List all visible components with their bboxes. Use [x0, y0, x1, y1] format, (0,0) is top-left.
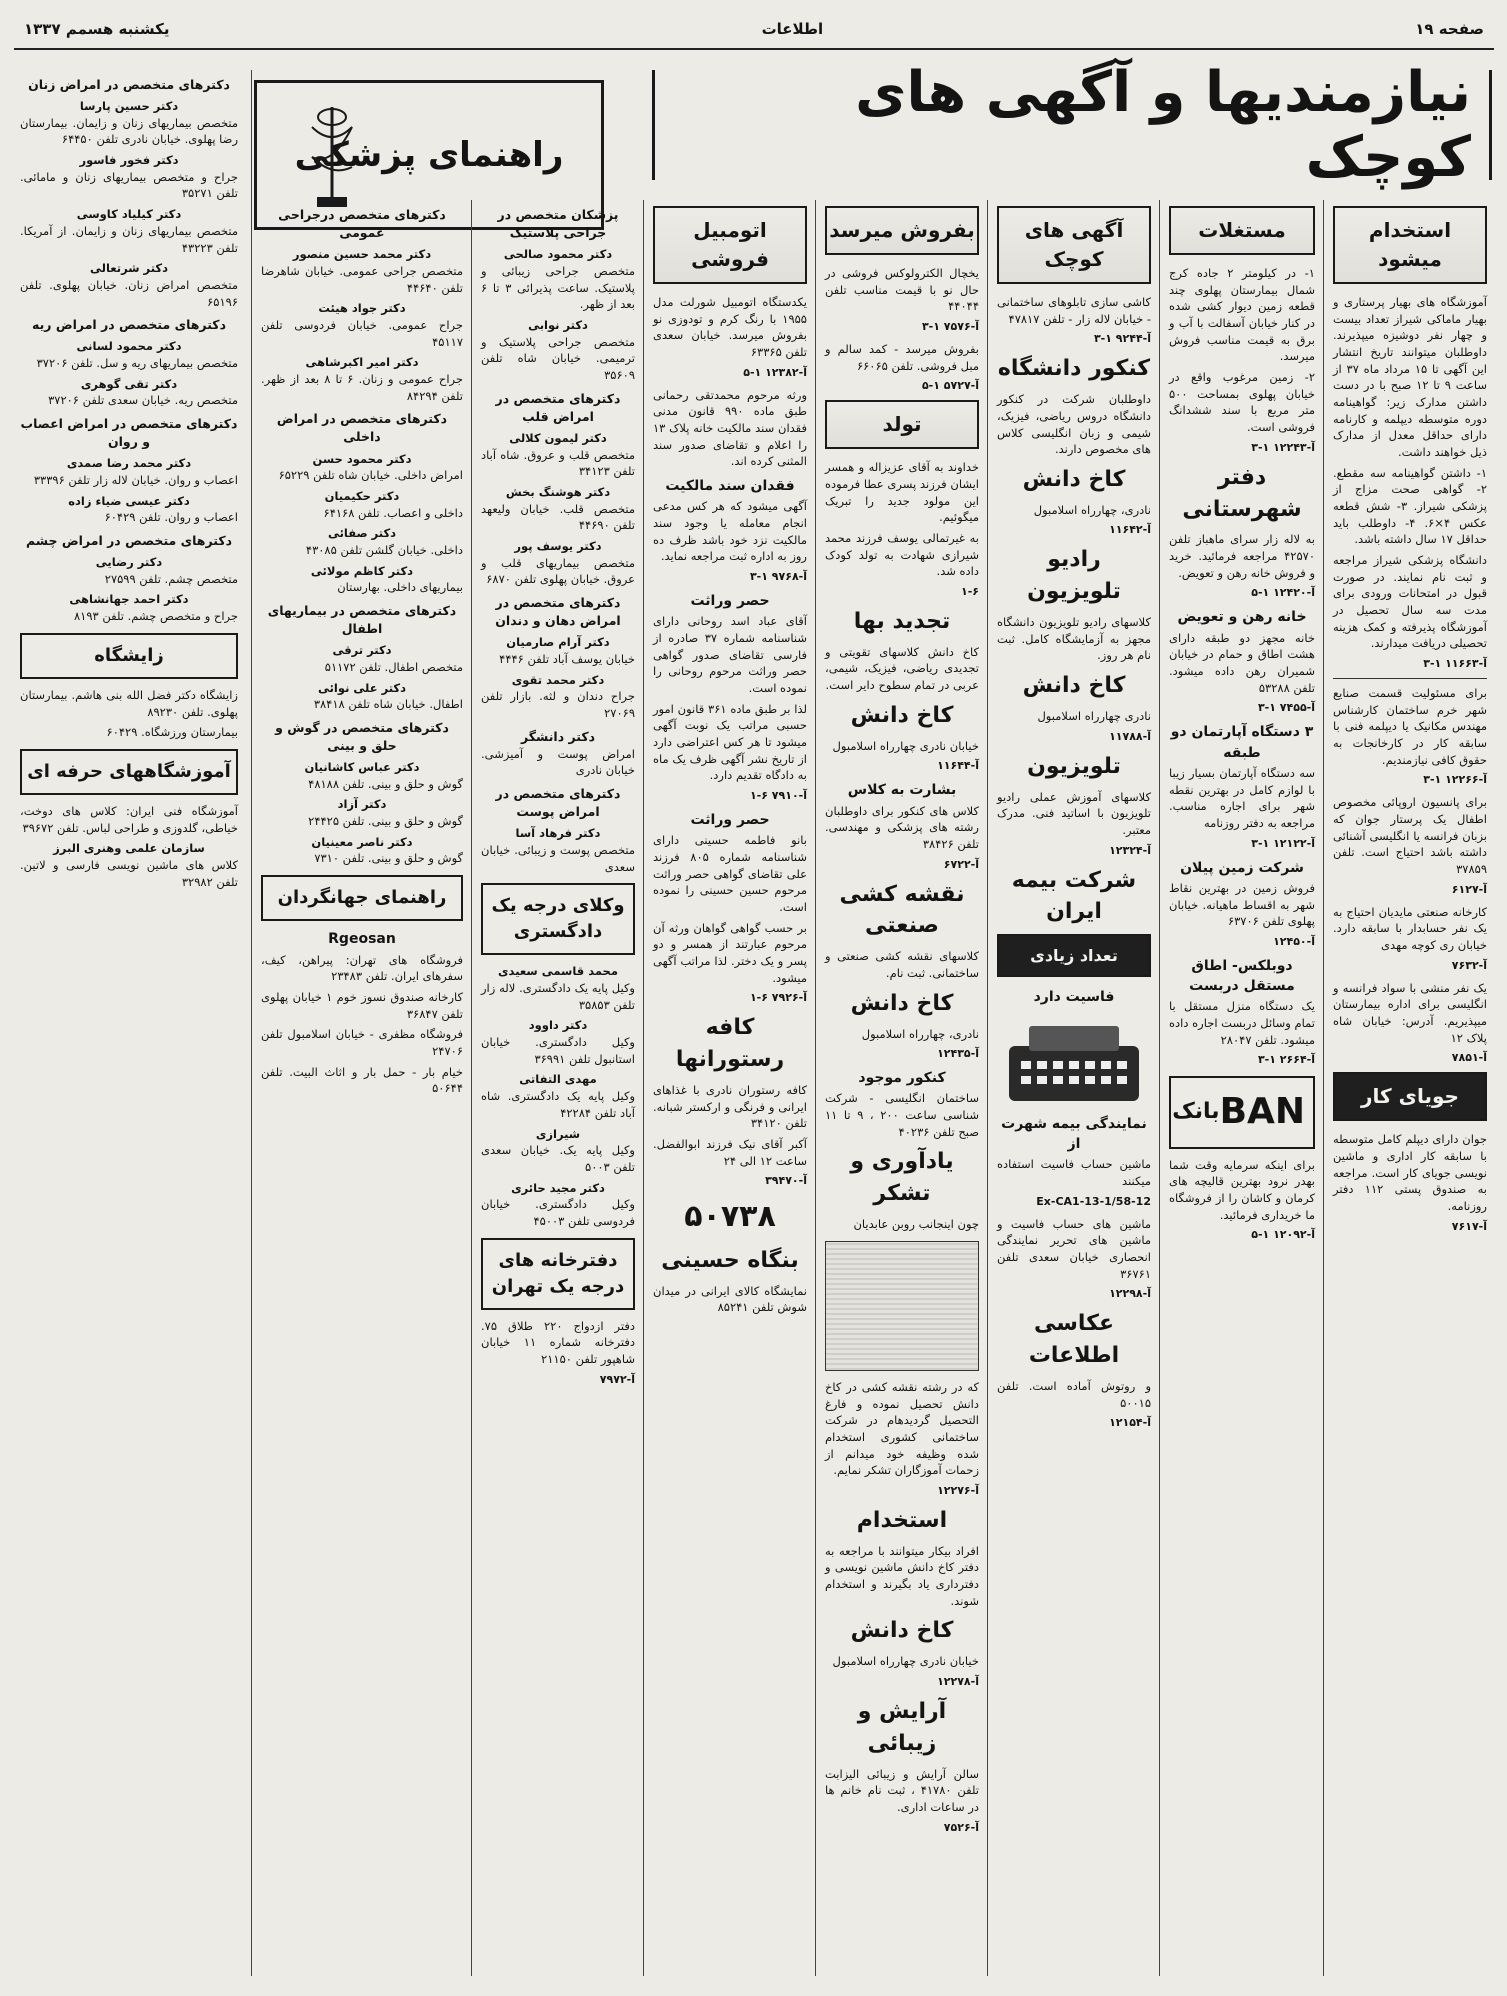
column-divider — [1159, 200, 1160, 1976]
ad-ref: ۳-۱ آ-۱۲۲۶۶ — [1423, 773, 1487, 787]
ad-text: سه دستگاه آپارتمان بسیار زیبا با لوازم کامل در بهترین نقطه شهر برای اجاره مناسب. مراجعه به دفتر روزنامه — [1169, 765, 1315, 830]
ad-text: داخلی و اعصاب. تلفن ۶۴۱۶۸ — [323, 505, 463, 520]
doctor-name: دکتر محمود لسانی — [76, 339, 182, 354]
ad-text: متخصص قلب. خیابان ولیعهد تلفن ۴۴۶۹۰ — [481, 501, 635, 533]
ad-text: جراح و متخصص چشم. تلفن ۸۱۹۳ — [74, 609, 238, 624]
ad-ref: آ-۱۲۲۷۸ — [937, 1675, 979, 1689]
school-name: سازمان علمی وهنری البرز — [53, 841, 205, 856]
ad-title: شرکت بیمه ایران — [1011, 867, 1137, 925]
ad-ref: آ-۱۲۴۵۰ — [1273, 934, 1315, 948]
lawyer-name: شیرازی — [535, 1126, 581, 1141]
divider — [1333, 678, 1487, 679]
ad-text: خیابان نادری چهارراه اسلامبول — [832, 738, 979, 753]
ad-text: کلاسهای آموزش عملی رادیو تلویزیون با اساتید فنی. مدرک معتبر. — [997, 789, 1151, 837]
ad-text: متخصص امراض زنان. خیابان پهلوی. تلفن ۶۵۱۹۶ — [20, 277, 238, 309]
ad-title: کاخ دانش — [1022, 673, 1126, 699]
bank-ad — [1169, 1076, 1315, 1148]
ad-ref: آ-۱۲۴۳۵ — [937, 1047, 979, 1061]
doctor-name: دکتر محمود حسن — [312, 451, 412, 466]
doctor-category: دکترهای متخصص در امراض ریه — [32, 317, 226, 333]
doctor-name: دکتر امیر اکبرشاهی — [305, 355, 419, 370]
ad-text: وکیل دادگستری. خیابان فردوسی تلفن ۴۵۰۰۳ — [481, 1197, 635, 1228]
ad-title: بنگاه حسینی — [661, 1247, 799, 1273]
ad-ref: آ-۷۹۷۲ — [599, 1372, 635, 1386]
doctor-name: دکتر شرتعالی — [90, 261, 168, 276]
ad-text: به غیرتمالی یوسف فرزند محمد شیرازی شهادت به تولد کودک داده شد. — [825, 530, 979, 579]
ad-title: کاخ دانش — [850, 1618, 954, 1644]
doctor-name: دکتر رضایی — [95, 555, 163, 570]
ad-heading: فاسیت دارد — [1033, 989, 1115, 1006]
ad-text: ماشین های حساب فاسیت و ماشین های تحریر نمایندگی انحصاری خیابان سعدی تلفن ۳۶۷۶۱ — [997, 1216, 1151, 1281]
bank-logo-text: بانک — [1172, 1099, 1220, 1125]
ad-text: گوش و حلق و بینی. تلفن ۷۳۱۰ — [314, 851, 463, 866]
ad-ref: آ-۱۲۳۲۴ — [1109, 843, 1151, 857]
ad-text: آگهی میشود که هر کس مدعی انجام معامله یا وجود سند مالکیت نزد خود باشد ظرف ده روز به اداره ثبت مراجعه نماید. — [653, 499, 807, 564]
doctor-name: دکتر محمد تقوی — [511, 672, 605, 687]
section-header-small-ads: آگهی های کوچک — [997, 206, 1151, 284]
caduceus-icon — [297, 97, 367, 217]
doctor-category: دکتر دانشگر — [520, 728, 596, 744]
ad-text: متخصص بیماریهای قلب و عروق. خیابان پهلوی تلفن ۶۸۷۰ — [481, 555, 635, 587]
ad-text: ۲- زمین مرغوب واقع در خیابان پهلوی بمساحت ۵۰۰ متر مربع با سند ششدانگ فروشی است. — [1169, 370, 1315, 435]
ad-ref: ۵-۱ آ-۱۲۳۸۲ — [743, 365, 807, 379]
doctor-name: دکتر احمد جهانشاهی — [69, 592, 189, 607]
column-cars-legal — [646, 200, 814, 1980]
ad-text: آکبر آقای نیک فرزند ابوالفضل. ساعت ۱۲ الی ۲۴ — [653, 1136, 807, 1168]
ad-text: امراض پوست و آمیزشی. خیابان نادری — [481, 746, 635, 778]
ad-heading: بشارت به کلاس — [847, 782, 957, 799]
ad-heading: ۳ دستگاه آپارتمان دو طبقه — [1170, 724, 1314, 761]
ad-text: خانه مجهز دو طبقه دارای هشت اطاق و حمام در خیابان شمیران رهن داده میشود. تلفن ۵۳۲۸۸ — [1169, 630, 1315, 695]
ad-title: دفتر شهرستانی — [1182, 464, 1302, 522]
ad-text: وکیل دادگستری. خیابان استانبول تلفن ۳۶۹۹۱ — [481, 1035, 635, 1066]
ad-text: کارخانه صنعتی مایدیان احتیاج به یک نفر حسابدار با سابقه دارد. خیابان ری کوچه مهدی — [1333, 904, 1487, 952]
running-header — [14, 10, 1494, 50]
doctor-name: دکتر تقی گوهری — [80, 376, 178, 391]
ad-text: اطفال. خیابان شاه تلفن ۳۸۴۱۸ — [313, 697, 463, 712]
ad-ref: ۳-۱ آ-۷۵۷۶ — [921, 320, 979, 334]
ad-ref: آ-۱۲۱۵۴ — [1109, 1416, 1151, 1430]
newspaper-page — [14, 10, 1494, 1986]
ad-text: ۱- در کیلومتر ۲ جاده کرج شمال بیمارستان پهلوی چند قطعه زمین دیوار کشی شده در کنار خیابان آسفالت با آب و برق به قیمت مناسب فروش میرسد. — [1169, 266, 1315, 364]
section-header-births: تولد — [825, 400, 979, 449]
doctor-name: دکتر آرام صارمیان — [506, 635, 610, 650]
ad-text: چون اینجانب روبن عابدیان — [853, 1217, 979, 1232]
column-specialists — [14, 70, 244, 1980]
doctor-name: دکتر عیسی ضیاء زاده — [68, 493, 190, 508]
section-header-real-estate: مستغلات — [1169, 206, 1315, 255]
ad-text: آقای عباد اسد روحانی دارای شناسنامه شماره ۳۷ صادره از فارسی تقاضای صدور گواهی حصر وراثت مرحوم روحانی را نموده است. — [653, 614, 807, 695]
ad-ref: ۱-۶ — [961, 584, 979, 598]
ad-text: خیابان یوسف آباد تلفن ۴۴۴۶ — [499, 651, 635, 666]
doctor-category: دکترهای متخصص در گوش و حلق و بینی — [275, 719, 449, 753]
ad-text: داوطلبان شرکت در کنکور دانشگاه دروس ریاضی، فیزیک، شیمی و زبان انگلیسی کلاس های مخصوص دارند. — [997, 392, 1151, 457]
ad-text: فروشگاه مظفری - خیابان اسلامبول تلفن ۲۴۷۰۶ — [261, 1027, 463, 1058]
ad-text: وکیل پایه یک. خیابان سعدی تلفن ۵۰۰۳ — [481, 1143, 635, 1174]
doctor-name: دکتر جواد هیئت — [318, 301, 406, 316]
ad-text: یخچال الکترولوکس فروشی در حال نو با قیمت مناسب تلفن ۴۴۰۴۴ — [825, 266, 979, 314]
doctor-category: دکترهای متخصص در امراض داخلی — [276, 411, 448, 445]
ad-text: کلاس های ماشین نویسی فارسی و لاتین. تلفن ۳۲۹۸۲ — [20, 857, 238, 889]
ad-text: برای مسئولیت قسمت صنایع شهر خرم ساختمان کارشناس مهندس مکانیک یا دیپلمه فنی با سابقه کار در کارخانجات به حقوق کافی نیازمندیم. — [1333, 686, 1487, 767]
ad-text: برای اینکه سرمایه وقت شما بهدر نرود بهترین قالیچه های کرمان و کاشان را از فروشگاه ما خریداری فرمائید. — [1169, 1157, 1315, 1222]
column-doctors-general — [254, 200, 470, 1980]
doctor-name: دکتر صفائی — [327, 526, 397, 541]
column-small-ads — [990, 200, 1158, 1980]
doctor-category: دکترهای متخصص درجراحی عمومی — [278, 207, 446, 241]
ad-text: یک نفر منشی با سواد فرانسه و انگلیسی برای اداره بیمارستان میپذیریم. آدرس: خیابان شاه پلاک ۱۲ — [1333, 980, 1487, 1045]
ad-text: دانشگاه پزشکی شیراز مراجعه و ثبت نام نمایند. در صورت قبول در امتحانات ورودی برای مدت سه سال تحصیل در آموزشگاه پذیرفته و کمک هزینه تحصیلی دریافت میدارند. — [1333, 553, 1487, 651]
ad-text: نادری، چهارراه اسلامبول — [1033, 502, 1151, 517]
ad-text: یکدستگاه اتومبیل شورلت مدل ۱۹۵۵ با رنگ کرم و تودوزی نو بفروش میرسد. خیابان سعدی تلفن ۶۳۳۶۵ — [653, 295, 807, 360]
ad-text: کلاسهای نقشه کشی صنعتی و ساختمانی. ثبت نام. — [825, 949, 979, 980]
ad-title: عکاسی اطلاعات — [1028, 1311, 1120, 1369]
ad-text: لذا بر طبق ماده ۳۶۱ قانون امور حسبی مراتب یک نوبت آگهی میشود تا هر کس اعتراضی دارد از تاریخ نشر آگهی ظرف یک ماه به دادگاه تقدیم دارد. — [653, 701, 807, 783]
ad-ref: آ-۱۱۷۸۸ — [1109, 729, 1151, 743]
doctor-category: دکترهای متخصص در امراض دهان و دندان — [495, 594, 621, 629]
medical-banner-title: راهنمای پزشکی — [294, 135, 564, 175]
ad-text: بیمارستان ورزشگاه. ۶۰۴۲۹ — [106, 725, 238, 740]
section-header-tourist-guide: راهنمای جهانگردان — [261, 875, 463, 921]
doctor-name: دکتر لیمون کلالی — [509, 430, 607, 445]
portrait-photo — [825, 1241, 979, 1371]
paper-name: اطلاعات — [761, 20, 824, 38]
ad-ref: ۵-۱ آ-۱۲۴۲۰ — [1251, 586, 1315, 600]
ad-heading: Rgeosan — [328, 931, 396, 948]
ad-text: خیام بار - حمل بار و اثاث البیت. تلفن ۵۰۶۴۴ — [261, 1064, 463, 1096]
ad-text: یک دستگاه منزل مستقل با تمام وسائل دربست اجاره داده میشود. تلفن ۲۸۰۴۷ — [1169, 999, 1315, 1047]
column-divider — [987, 200, 988, 1976]
ad-text: گوش و حلق و بینی. تلفن ۴۸۱۸۸ — [308, 776, 463, 791]
column-divider — [815, 200, 816, 1976]
page-number: صفحه ۱۹ — [1415, 20, 1484, 38]
ad-ref: آ-۱۱۶۴۴ — [937, 759, 979, 773]
ad-title: رادیو تلویزیون — [1027, 547, 1121, 605]
doctor-name: دکتر ترقی — [332, 643, 392, 658]
ad-text: فروش زمین در بهترین نقاط شهر به اقساط ماهیانه. خیابان پهلوی تلفن ۶۳۷۰۶ — [1169, 880, 1315, 929]
ad-text: جراح دندان و لثه. بازار تلفن ۲۷۰۶۹ — [481, 689, 635, 720]
ad-title: کاخ دانش — [850, 990, 954, 1016]
lawyer-name: دکتر داوود — [528, 1018, 588, 1033]
doctor-name: دکتر محمود صالحی — [503, 247, 613, 262]
ad-ref: ۳-۱ آ-۷۴۵۵ — [1257, 701, 1315, 715]
ad-title: یادآوری و تشکر — [850, 1149, 954, 1207]
doctor-category: دکترهای متخصص در امراض قلب — [495, 390, 621, 424]
ad-text: متخصص چشم. تلفن ۲۷۵۹۹ — [104, 571, 238, 586]
ad-ref: Ex-CA1-13-1/58-12 — [1036, 1194, 1151, 1208]
ad-title: کاخ دانش — [1022, 466, 1126, 492]
ad-text: وکیل پایه یک دادگستری. لاله زار تلفن ۳۵۸۵۳ — [481, 981, 635, 1012]
ad-text: کارخانه صندوق نسوز خوم ۱ خیابان پهلوی تلفن ۳۶۸۴۷ — [261, 989, 463, 1021]
ad-ref: آ-۷۶۳۲ — [1451, 958, 1487, 972]
ad-text: وکیل پایه یک دادگستری. شاه آباد تلفن ۴۲۲۸۴ — [481, 1089, 635, 1120]
doctor-category: دکترهای متخصص در بیماریهای اطفال — [267, 602, 457, 637]
ad-text: بانو فاطمه حسینی دارای شناسنامه شماره ۸۰۵ فرزند علی تقاضای گواهی حصر وراثت مرحوم حسین حسینی را نموده است. — [653, 833, 807, 914]
section-header-maternity: زایشگاه — [20, 633, 238, 679]
ad-ref: ۳-۱ آ-۹۲۴۴ — [1093, 332, 1151, 346]
ad-text: متخصص ریه. خیابان سعدی تلفن ۳۷۲۰۶ — [48, 393, 238, 408]
ad-ref: ۳-۱ آ-۲۶۶۴ — [1257, 1053, 1315, 1067]
ad-text: اعصاب و روان. تلفن ۶۰۴۲۹ — [104, 510, 238, 525]
ad-text: کافه رستوران نادری با غذاهای ایرانی و فرنگی و ارکستر شبانه. تلفن ۳۴۱۲۰ — [653, 1082, 807, 1131]
ad-text: اعصاب و روان. خیابان لاله زار تلفن ۳۳۳۹۶ — [33, 472, 238, 487]
doctor-name: دکتر کاظم مولائی — [310, 563, 414, 578]
ad-heading: خانه رهن و تعویض — [1177, 609, 1307, 626]
ad-text: متخصص جراحی زیبائی و پلاستیک. ساعت پذیرائی ۳ تا ۶ بعد از ظهر. — [481, 263, 635, 312]
ad-text: ماشین حساب فاسیت استفاده میکنند — [997, 1157, 1151, 1189]
bank-logo: BAN — [1219, 1091, 1305, 1133]
ad-text: متخصص جراحی عمومی. خیابان شاهرضا تلفن ۴۴۶۴۰ — [261, 263, 463, 295]
ad-text: بیماریهای داخلی. بهارستان — [337, 580, 463, 595]
ad-title: کاخ دانش — [850, 702, 954, 728]
ad-text: خیابان نادری چهارراه اسلامبول — [832, 1654, 979, 1669]
ad-ref: ۵-۱ آ-۱۲۰۹۲ — [1251, 1228, 1315, 1242]
ad-title: نقشه کشی صنعتی — [839, 881, 965, 939]
doctor-name: دکتر محمد حسین منصور — [292, 247, 432, 262]
doctor-name: دکتر کیلیاد کاوسی — [76, 207, 182, 222]
section-header-vocational-schools: آموزشگاههای حرفه ای — [20, 749, 238, 795]
ad-heading: فقدان سند مالکیت — [665, 477, 795, 494]
doctor-category: پزشکان متخصص در جراحی پلاستیک — [497, 207, 619, 241]
doctor-name: دکتر فخور فاسور — [79, 153, 179, 168]
ad-title: آرایش و زیبائی — [857, 1698, 947, 1756]
banner-title: نیازمندیها و آگهی های کوچک — [655, 60, 1489, 190]
ad-text: ساختمان انگلیسی - شرکت شناسی ساعت ۲۰۰ ، ۹ تا ۱۱ صبح تلفن ۴۰۲۳۶ — [825, 1091, 979, 1139]
ad-text: افراد بیکار میتوانند با مراجعه به دفتر کاخ دانش ماشین نویسی و دفترداری یاد بگیرند و استخدام شوند. — [825, 1543, 979, 1608]
classifieds-banner — [652, 60, 1492, 190]
ad-text: داخلی. خیابان گلشن تلفن ۴۳۰۸۵ — [305, 542, 463, 557]
doctor-name: دکتر آزاد — [337, 797, 387, 812]
column-doctors-lawyers — [474, 200, 642, 1980]
column-divider — [471, 200, 472, 1976]
column-employment — [1326, 200, 1494, 1980]
ad-text: بفروش میرسد - کمد سالم و مبل فروشی. تلفن ۶۶۰۶۵ — [825, 341, 979, 373]
ad-heading: دوبلکس- اطاق مستقل دربست — [1189, 957, 1295, 995]
column-real-estate — [1162, 200, 1322, 1980]
section-header-for-sale: بفروش میرسد — [825, 206, 979, 255]
ad-title: کافه رستورانها — [675, 1015, 785, 1073]
column-for-sale — [818, 200, 986, 1980]
ad-title: تجدید بها — [853, 608, 951, 634]
ad-text: ورثه مرحوم محمدتقی رحمانی طبق ماده ۹۹۰ قانون مدنی فقدان سند مالکیت خانه پلاک ۱۳ را اعلام و تقاضای صدور سند المثنی کرده اند. — [653, 387, 807, 469]
ad-text: نمایشگاه کالای ایرانی در میدان شوش تلفن ۸۵۲۴۱ — [653, 1283, 807, 1315]
ad-text: دفتر ازدواج ۲۲۰ طلاق ۷۵. دفترخانه شماره ۱۱ خیابان شاهپور تلفن ۲۱۱۵۰ — [481, 1318, 636, 1367]
ad-ref: ۳-۱ آ-۱۲۱۲۲ — [1251, 836, 1315, 850]
doctor-name: دکتر عباس کاشانیان — [304, 760, 420, 775]
ad-ref: آ-۶۷۲۲ — [943, 857, 979, 871]
ad-ref: ۳-۱ آ-۹۷۶۸ — [749, 569, 807, 583]
ad-heading: نمایندگی بیمه شهرت از — [1001, 1115, 1147, 1153]
ad-text: متخصص پوست و زیبائی. خیابان سعدی — [481, 842, 635, 874]
ad-text: جراح و متخصص بیماریهای زنان و مامائی. تلفن ۳۵۲۷۱ — [20, 169, 238, 201]
typewriter-illustration — [997, 1016, 1151, 1106]
ad-text: کلاسهای رادیو تلویزیون دانشگاه مجهز به آزمایشگاه کامل. ثبت نام هر روز. — [997, 615, 1151, 663]
ad-ref: آ-۳۹۴۷۰ — [765, 1174, 807, 1188]
ad-text: متخصص اطفال. تلفن ۵۱۱۷۲ — [324, 659, 463, 674]
ad-text: آموزشگاه های بهیار پرستاری و بهیار ماماکی شیراز تعداد بیست و چهار نفر دوشیزه میپذیرند. داوطلبان میتوانند تاریخ انتشار این آگهی تا ۱۵ مرداد ماه ۳۷ از ساعت ۹ تا ۱۲ صبح با در دست داشتن مدارک زیر: گواهینامه دوره متوسطه دیپلمه و کارنامه دارای حداقل معدل از مدارک ذیل خواهند داشت. — [1333, 295, 1487, 460]
ad-text: کاخ دانش کلاسهای تقویتی و تجدیدی ریاضی، فیزیک، شیمی، عربی در تمام سطوح دایر است. — [825, 644, 979, 693]
ad-ref: ۳-۱ آ-۱۱۶۶۳ — [1423, 657, 1487, 671]
doctor-name: دکتر ناصر معینیان — [311, 834, 413, 849]
ad-box: تعداد زیادی — [997, 934, 1151, 977]
ad-heading: شرکت زمین پیلان — [1180, 859, 1304, 876]
doctor-name: دکتر محمد رضا صمدی — [66, 456, 192, 471]
ad-text: سالن آرایش و زیبائی الیزابت تلفن ۴۱۷۸۰ ، ثبت نام خانم ها در ساعات اداری. — [825, 1766, 979, 1815]
doctor-name: دکتر نوابی — [528, 317, 588, 332]
adding-machine-icon — [999, 1016, 1149, 1106]
ad-text: آموزشگاه فنی ایران: کلاس های دوخت، خیاطی، گلدوزی و طراحی لباس. تلفن ۳۹۶۷۲ — [20, 803, 238, 835]
ad-ref: ۱-۶ آ-۷۹۱۰ — [749, 788, 807, 802]
ad-text: جوان دارای دیپلم کامل متوسطه با سابقه کار اداری و ماشین نویسی جویای کار است. مراجعه به صندوق پستی ۱۱۲ دفتر روزنامه. — [1333, 1132, 1487, 1213]
section-header-notaries: دفترخانه های درجه یک تهران — [481, 1238, 635, 1310]
ad-ref: ۳-۱ آ-۱۲۲۴۳ — [1251, 440, 1315, 454]
ad-text: زایشگاه دکتر فضل الله بنی هاشم. بیمارستان پهلوی. تلفن ۸۹۲۳۰ — [20, 687, 238, 719]
ad-ref: آ-۶۱۲۷ — [1451, 882, 1487, 896]
ad-text: ۱- داشتن گواهینامه سه مقطع. ۲- گواهی صحت مزاج از پزشکی شیراز. ۳- شش قطعه عکس ۴×۶. ۴- داوطلب باید حداقل ۱۷ سال داشته باشد. — [1333, 465, 1488, 547]
phone-number: ۵۰۷۳۸ — [684, 1199, 776, 1235]
ad-ref: آ-۷۵۲۶ — [943, 1820, 979, 1834]
ad-text: متخصص قلب و عروق. شاه آباد تلفن ۳۴۱۲۳ — [481, 447, 635, 479]
section-header-employment: استخدام میشود — [1333, 206, 1487, 284]
lawyer-name: مهدی التفاتی — [519, 1072, 597, 1087]
doctor-category: دکترهای متخصص در امراض چشم — [25, 532, 233, 548]
ad-text: متخصص بیماریهای زنان و زایمان. بیمارستان رضا پهلوی. خیابان نادری تلفن ۶۴۴۵۰ — [20, 115, 238, 147]
ad-heading: حصر وراثت — [690, 592, 770, 609]
ad-heading: کنکور موجود — [858, 1070, 946, 1087]
ad-ref: آ-۱۱۶۴۲ — [1109, 523, 1151, 537]
ad-text: کاشی سازی تابلوهای ساختمانی - خیابان لاله زار - تلفن ۴۷۸۱۷ — [997, 295, 1151, 326]
ad-text: و روتوش آماده است. تلفن ۵۰۰۱۵ — [997, 1379, 1151, 1410]
doctor-category: دکترهای متخصص در امراض پوست — [495, 786, 621, 820]
ad-title: تلویزیون — [1027, 753, 1121, 779]
lawyer-name: دکتر مجید حائری — [511, 1180, 605, 1195]
column-divider — [1323, 200, 1324, 1976]
ad-text: برای پانسیون اروپائی مخصوص اطفال یک پرستار جوان که بزبان فرانسه یا انگلیسی آشنائی داشته باشد احتیاج است. تلفن ۳۷۸۵۹ — [1333, 795, 1487, 877]
section-header-job-seekers: جویای کار — [1333, 1072, 1487, 1121]
ad-text: جراح عمومی. خیابان فردوسی تلفن ۴۵۱۱۷ — [261, 317, 463, 349]
doctor-category: دکترهای متخصص در امراض زنان — [28, 77, 230, 92]
column-divider — [643, 200, 644, 1976]
issue-date: یکشنبه هسمم ۱۳۳۷ — [24, 20, 170, 38]
section-header-cars: اتومبیل فروشی — [653, 206, 807, 284]
doctor-name: دکتر یوسف پور — [514, 538, 602, 553]
section-header-lawyers: وکلای درجه یک دادگستری — [481, 883, 635, 955]
ad-text: که در رشته نقشه کشی در کاخ دانش تحصیل نموده و فارغ التحصیل گردیدهام در شرکت ساختمانی کشوری استخدام شده وظیفه خود میدانم از زحمات آموزگاران تشکر نمایم. — [825, 1379, 979, 1478]
ad-text: نادری چهارراه اسلامبول — [1037, 709, 1151, 724]
ad-text: جراح عمومی و زنان. ۶ تا ۸ بعد از ظهر. تلفن ۸۴۲۹۴ — [261, 371, 463, 403]
doctor-category: دکترهای متخصص در امراض اعصاب و روان — [20, 416, 238, 450]
ad-text: خداوند به آقای عزیزاله و همسر ایشان فرزند پسری عطا فرموده این مولود جدید را تبریک میگوئیم. — [825, 460, 979, 525]
ad-text: کلاس های کنکور برای داوطلبان رشته های پزشکی و مهندسی. تلفن ۳۸۴۲۶ — [825, 803, 979, 851]
ad-ref: آ-۷۶۱۷ — [1451, 1219, 1487, 1233]
ad-ref: آ-۱۲۲۹۸ — [1109, 1287, 1151, 1301]
ad-text: متخصص جراحی پلاستیک و ترمیمی. خیابان شاه تلفن ۳۵۶۰۹ — [481, 334, 635, 382]
ad-text: گوش و حلق و بینی. تلفن ۲۴۴۲۵ — [308, 814, 463, 829]
ad-text: متخصص بیماریهای زنان و زایمان. از آمریکا. تلفن ۴۳۲۲۳ — [20, 223, 238, 255]
doctor-name: دکتر فرهاد آسا — [515, 826, 601, 841]
ad-text: فروشگاه های تهران: پیراهن، کیف، سفرهای ایران. تلفن ۲۳۴۸۳ — [261, 952, 463, 984]
lawyer-name: محمد قاسمی سعیدی — [498, 964, 618, 979]
column-divider — [251, 70, 252, 1976]
ad-text: به لاله زار سرای ماهباز تلفن ۴۲۵۷۰ مراجعه فرمائید. خرید و فروش خانه رهن و تعویض. — [1169, 532, 1315, 580]
ad-text: بر حسب گواهی گواهان ورثه آن مرحوم عبارتند از همسر و دو پسر و یک دختر. لذا مراتب آگهی میشود. — [653, 920, 807, 985]
ad-text: نادری، چهارراه اسلامبول — [861, 1026, 979, 1041]
ad-ref: ۱-۶ آ-۷۹۲۶ — [749, 991, 807, 1005]
doctor-name: دکتر حسین پارسا — [79, 99, 179, 114]
ad-title: کنکور دانشگاه — [997, 356, 1151, 382]
ad-title: استخدام — [856, 1507, 948, 1533]
ad-ref: آ-۱۲۲۷۶ — [937, 1483, 979, 1497]
ad-ref: آ-۷۸۵۱ — [1451, 1051, 1487, 1065]
doctor-name: دکتر علی نوائی — [317, 680, 407, 695]
doctor-name: دکتر حکیمیان — [324, 488, 400, 503]
ad-text: متخصص بیماریهای ریه و سل. تلفن ۳۷۲۰۶ — [36, 355, 238, 370]
ad-ref: ۵-۱ آ-۵۷۲۷ — [921, 379, 979, 393]
ad-heading: حصر وراثت — [690, 811, 770, 828]
doctor-name: دکتر هوشنگ بخش — [505, 484, 611, 499]
ad-text: امراض داخلی. خیابان شاه تلفن ۶۵۲۲۹ — [278, 468, 463, 483]
